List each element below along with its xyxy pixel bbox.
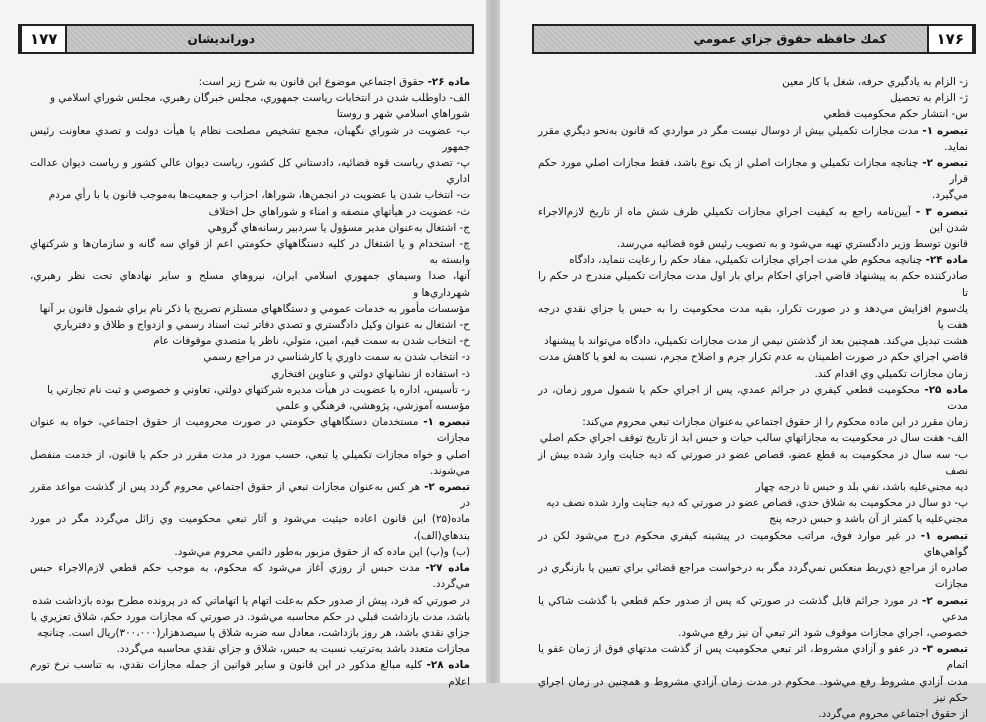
text-line xyxy=(538,155,968,187)
right-page-number: ۱۷۶ xyxy=(927,26,974,52)
line-text: در صورتي كه فرد، پيش از صدور حكم به‌علت اتهام يا اتهاماتي كه در پرونده مطرح بوده بازداشت شده xyxy=(32,594,470,607)
article-label: تبصره ۲- xyxy=(424,481,470,494)
line-text: در عفو و آزادي مشروط، اثر تبعي محكوميت پس از گذشت مدتهاي فوق از زمان عفو يا اتمام xyxy=(538,643,968,672)
text-line xyxy=(30,155,470,187)
line-text: ت- انتخاب شدن يا عضويت در انجمن‌ها، شوراها، احزاب و جمعيت‌ها به‌موجب قانون يا با رأي مردم xyxy=(48,189,470,202)
text-line xyxy=(30,414,470,446)
line-text: حقوق اجتماعي موضوع اين قانون به شرح زير است: xyxy=(198,76,428,88)
text-line xyxy=(538,366,968,382)
text-line xyxy=(538,414,968,430)
book-gutter xyxy=(486,0,500,683)
text-line xyxy=(538,560,968,592)
article-label: تبصره ۲- xyxy=(922,594,968,607)
text-line xyxy=(538,236,968,252)
text-line xyxy=(30,106,470,122)
text-line xyxy=(30,74,470,90)
text-line xyxy=(538,495,968,511)
text-line xyxy=(30,560,470,592)
text-line xyxy=(30,90,470,106)
text-line xyxy=(538,268,968,300)
text-line xyxy=(30,220,470,236)
right-page-content xyxy=(538,74,968,722)
line-text: مجني‌عليه يا كمتر از آن باشد و حبس درجه پنج xyxy=(769,513,968,526)
line-text: ر- تأسيس، اداره يا عضويت در هيأت مديره شركتهاي دولتي، تعاوني و خصوصي و ثبت نام تجارتي يا xyxy=(47,383,470,396)
line-text: پ- دو سال در محكوميت به شلاق حدي، قصاص عضو در صورتي كه ديه جنايت وارد شده نصف ديه xyxy=(546,497,968,510)
text-line xyxy=(30,333,470,349)
line-text: مستخدمان دستگاههاي حكومتي در صورت محروميت از حقوق اجتماعي، خواه به عنوان مجازات xyxy=(30,416,470,445)
article-label: تبصره ۱- xyxy=(423,416,470,429)
line-text: ح- اشتغال به عنوان وكيل دادگستري و تصدي دفاتر ثبت اسناد رسمي و ازدواج و طلاق و دفترياري xyxy=(53,319,470,332)
line-text: س- انتشار حكم محكوميت قطعي xyxy=(823,108,968,121)
article-label: ماده ۲۴- xyxy=(925,254,968,267)
line-text: ماده(۲۵) اين قانون اعاده حيثيت مي‌شود و آثار تبعي محكوميت وي زائل مي‌گردد مگر در مورد بندهاي(الف)، xyxy=(30,513,470,542)
text-line xyxy=(30,268,470,300)
text-line xyxy=(30,398,470,414)
line-text: چنانچه مجازات تكميلي و مجازات اصلي از يک نوع باشد، فقط مجازات اصلي مورد حكم قرار xyxy=(538,157,968,186)
text-line xyxy=(30,641,470,657)
text-line xyxy=(30,204,470,220)
line-text: ج- اشتغال به‌عنوان مدير مسؤول يا سردبير رسانه‌هاي گروهي xyxy=(207,221,470,234)
line-text: چ- استخدام و يا اشتغال در كليه دستگاههاي حكومتي اعم از قواي سه گانه و سازمان‌ها و شركتهاي وابسته به xyxy=(30,238,470,267)
text-line xyxy=(30,236,470,268)
text-line xyxy=(30,511,470,543)
article-label: تبصره ۳ - xyxy=(915,205,968,218)
right-page-header xyxy=(532,24,976,54)
text-line xyxy=(30,187,470,203)
line-text: چنانچه محكوم طي مدت اجراي مجازات تكميلي، مفاد حكم را رعايت ننمايد، دادگاه xyxy=(569,254,926,267)
left-page-content xyxy=(30,74,470,690)
line-text: ژ- الزام به تحصيل xyxy=(890,92,968,105)
left-page-number: ۱۷۷ xyxy=(20,26,67,52)
line-text: ث- عضويت در هيأتهاي منصفه و امناء و شوراهاي حل اختلاف xyxy=(208,205,470,218)
line-text: ذ- استفاده از نشانهاي دولتي و عناوين افتخاري xyxy=(271,367,470,380)
text-line xyxy=(538,74,968,90)
text-line xyxy=(538,447,968,479)
article-label: ماده ۲۷- xyxy=(425,562,470,575)
line-text: خ- انتخاب شدن به سمت قيم، امين، متولي، ناظر يا متصدي موقوفات عام xyxy=(153,335,470,348)
text-line xyxy=(538,625,968,641)
line-text: شوراهاي اسلامي شهر و روستا xyxy=(336,108,470,121)
line-text: يك‌سوم افزايش مي‌دهد و در صورت تكرار، بقيه مدت محكوميت را به حبس يا جزاي نقدي درجه هفت يا xyxy=(538,302,968,332)
text-line xyxy=(538,382,968,414)
text-line xyxy=(538,123,968,155)
text-line xyxy=(538,641,968,673)
left-page-header xyxy=(18,24,474,54)
line-text: جزاي نقدي باشد، هر روز بازداشت، معادل سه ضربه شلاق يا سيصدهزار(۳۰۰،۰۰۰)ريال است. چنانچه xyxy=(37,626,470,639)
line-text: در مورد جرائم قابل گذشت در صورتي كه پس از صدور حكم قطعي با گذشت شاكي يا مدعي xyxy=(538,594,968,623)
line-text: مجازات متعدد باشد به‌ترتيب نسبت به حبس، شلاق و جزاي نقدي محاسبه مي‌گردد. xyxy=(116,643,470,656)
article-label: تبصره ۱- xyxy=(920,529,968,542)
line-text: پ- تصدي رياست قوه قضائيه، دادستاني كل كشور، رياست ديوان عالي كشور و رياست ديوان عدالت اداري xyxy=(30,157,470,186)
line-text: (ب) و(پ) اين ماده كه از حقوق مزبور به‌طور دائمي محروم مي‌شود. xyxy=(174,545,470,558)
line-text: كليه مبالغ مذكور در اين قانون و ساير قوانين از جمله مجازات نقدي، به تناسب نرخ تورم اعلام xyxy=(30,659,470,688)
text-line xyxy=(538,204,968,236)
line-text: صادركننده حكم به پيشنهاد قاضي اجراي احكام براي بار اول مدت مجازات تكميلي مندرج در حكم را تا xyxy=(538,270,968,299)
line-text: صادره از مراجع ذي‌ربط منعكس نمي‌گردد مگر به درخواست مراجع قضائي براي تعيين يا بازنگري در مجازات xyxy=(538,562,968,591)
article-label: تبصره ۳- xyxy=(922,643,968,656)
text-line xyxy=(30,479,470,511)
right-page-header-title: كمك حافظه حقوق جزاي عمومي xyxy=(693,32,887,46)
line-text: آيين‌نامه راجع به كيفيت اجراي مجازات تكميلي ظرف شش ماه از تاريخ لازم‌الاجراء شدن اين xyxy=(538,205,968,234)
line-text: ب- عضويت در شوراي نگهبان، مجمع تشخيص مصلحت نظام يا هيأت دولت و تصدي معاونت رئيس جمهور xyxy=(30,124,470,153)
line-text: در غير موارد فوق، مراتب محكوميت در پيشينه كيفري محكوم درج مي‌شود لكن در گواهي‌هاي xyxy=(538,529,968,558)
line-text: هشت تبديل مي‌كند. همچنين بعد از گذشتن نيمي از مدت مجازات تكميلي، دادگاه مي‌تواند با پيشنهاد xyxy=(544,335,968,348)
line-text: الف- هفت سال در محكوميت به مجازاتهاي سالب حيات و حبس ابد از تاريخ توقف اجراي حكم اصلي xyxy=(539,432,968,445)
line-text: قانون توسط وزير دادگستري تهيه مي‌شود و به تصويب رئيس قوه قضائيه مي‌رسد. xyxy=(616,238,968,251)
line-text: از حقوق اجتماعي محروم مي‌گردد. xyxy=(818,707,968,720)
text-line xyxy=(30,349,470,365)
line-text: ز- الزام به يادگيري حرفه، شغل يا كار معين xyxy=(782,76,968,88)
text-line xyxy=(30,301,470,317)
text-line xyxy=(538,106,968,122)
line-text: مؤسسات مأمور به خدمات عمومي و دستگاههاي مستلزم تصريح يا ذكر نام براي شمول قانون بر آنها xyxy=(39,302,470,315)
text-line xyxy=(538,333,968,349)
text-line xyxy=(30,625,470,641)
line-text: محكوميت قطعي كيفري در جرائم عمدي، پس از اجراي حكم يا شمول مرور زمان، در مدت xyxy=(538,383,968,413)
line-text: مؤسسه آموزشي، پژوهشي، فرهنگي و علمي xyxy=(276,400,470,413)
text-line xyxy=(30,609,470,625)
text-line xyxy=(30,593,470,609)
text-line xyxy=(538,252,968,268)
text-line xyxy=(538,187,968,203)
line-text: زمان مقرر در اين ماده محكوم را از حقوق اجتماعي به‌عنوان مجازات تبعي محروم مي‌كند: xyxy=(582,416,968,429)
line-text: د- انتخاب شدن به سمت داوري يا كارشناسي در مراجع رسمي xyxy=(203,351,470,364)
line-text: مي‌گيرد. xyxy=(932,189,968,202)
line-text: آنها، صدا وسيماي جمهوري اسلامي ايران، نيروهاي مسلح و ساير نهادهاي تحت نظر رهبري، شهرداري‌ها و xyxy=(30,270,470,299)
line-text: ديه مجني‌عليه باشد، نفي بلد و حبس تا درجه چهار xyxy=(755,481,968,494)
text-line xyxy=(538,511,968,527)
line-text: قاضي اجراي حكم در صورت اطمينان به عدم تكرار جرم و اصلاح مجرم، نسبت به لغو يا كاهش مدت xyxy=(538,351,968,364)
left-page xyxy=(0,0,486,688)
line-text: اصلي و خواه مجازات تكميلي يا تبعي، حسب مورد در مدت مقرر در حكم يا قانون، از خدمت منفصل مي‌شوند. xyxy=(30,448,470,477)
text-line xyxy=(538,479,968,495)
text-line xyxy=(538,301,968,333)
article-label: ماده ۲۶- xyxy=(427,76,470,88)
line-text: الف- داوطلب شدن در انتخابات رياست جمهوري، مجلس خبرگان رهبري، مجلس شوراي اسلامي و xyxy=(49,92,470,105)
text-line xyxy=(30,544,470,560)
text-line xyxy=(30,447,470,479)
text-line xyxy=(30,123,470,155)
text-line xyxy=(538,593,968,625)
line-text: مدت حبس از روزي آغاز مي‌شود كه محكوم، به موجب حكم قطعي لازم‌الاجراء حبس مي‌گردد. xyxy=(30,562,470,591)
text-line xyxy=(30,317,470,333)
text-line xyxy=(538,674,968,706)
text-line xyxy=(538,90,968,106)
line-text: مدت آزادي مشروط رفع مي‌شود. محكوم در مدت زمان آزادي مشروط و همچنين در زمان اجراي حكم نيز xyxy=(538,675,968,704)
text-line xyxy=(30,657,470,689)
text-line xyxy=(30,366,470,382)
text-line xyxy=(538,528,968,560)
text-line xyxy=(30,382,470,398)
text-line xyxy=(538,430,968,446)
line-text: خصوصي، اجراي مجازات موقوف شود اثر تبعي آن نيز رفع مي‌شود. xyxy=(678,626,968,639)
line-text: باشد، مدت بازداشت قبلي در حكم محاسبه مي‌شود. در صورتي كه مجازات مورد حكم، شلاق تعزيري يا xyxy=(30,610,470,623)
article-label: ماده ۲۸- xyxy=(426,659,470,672)
left-page-header-title: دورانديشان xyxy=(187,32,256,46)
article-label: تبصره ۱- xyxy=(922,124,968,137)
right-page xyxy=(500,0,986,720)
text-line xyxy=(538,349,968,365)
text-line xyxy=(538,706,968,722)
line-text: ب- سه سال در محكوميت به قطع عضو، قصاص عضو در صورتي كه ديه جنايت وارد شده بيش از نصف xyxy=(538,448,968,477)
article-label: ماده ۲۵- xyxy=(924,383,969,396)
line-text: هر كس به‌عنوان مجازات تبعي از حقوق اجتماعي محروم گردد پس از گذشت مواعد مقرر در xyxy=(30,481,470,510)
line-text: مدت مجازات تكميلي بيش از دوسال نيست مگر در مواردي كه قانون به‌نحو ديگري مقرر نمايد. xyxy=(538,124,968,153)
article-label: تبصره ۲- xyxy=(922,157,968,170)
line-text: زمان مجازات تكميلي وي اقدام كند. xyxy=(814,367,968,380)
